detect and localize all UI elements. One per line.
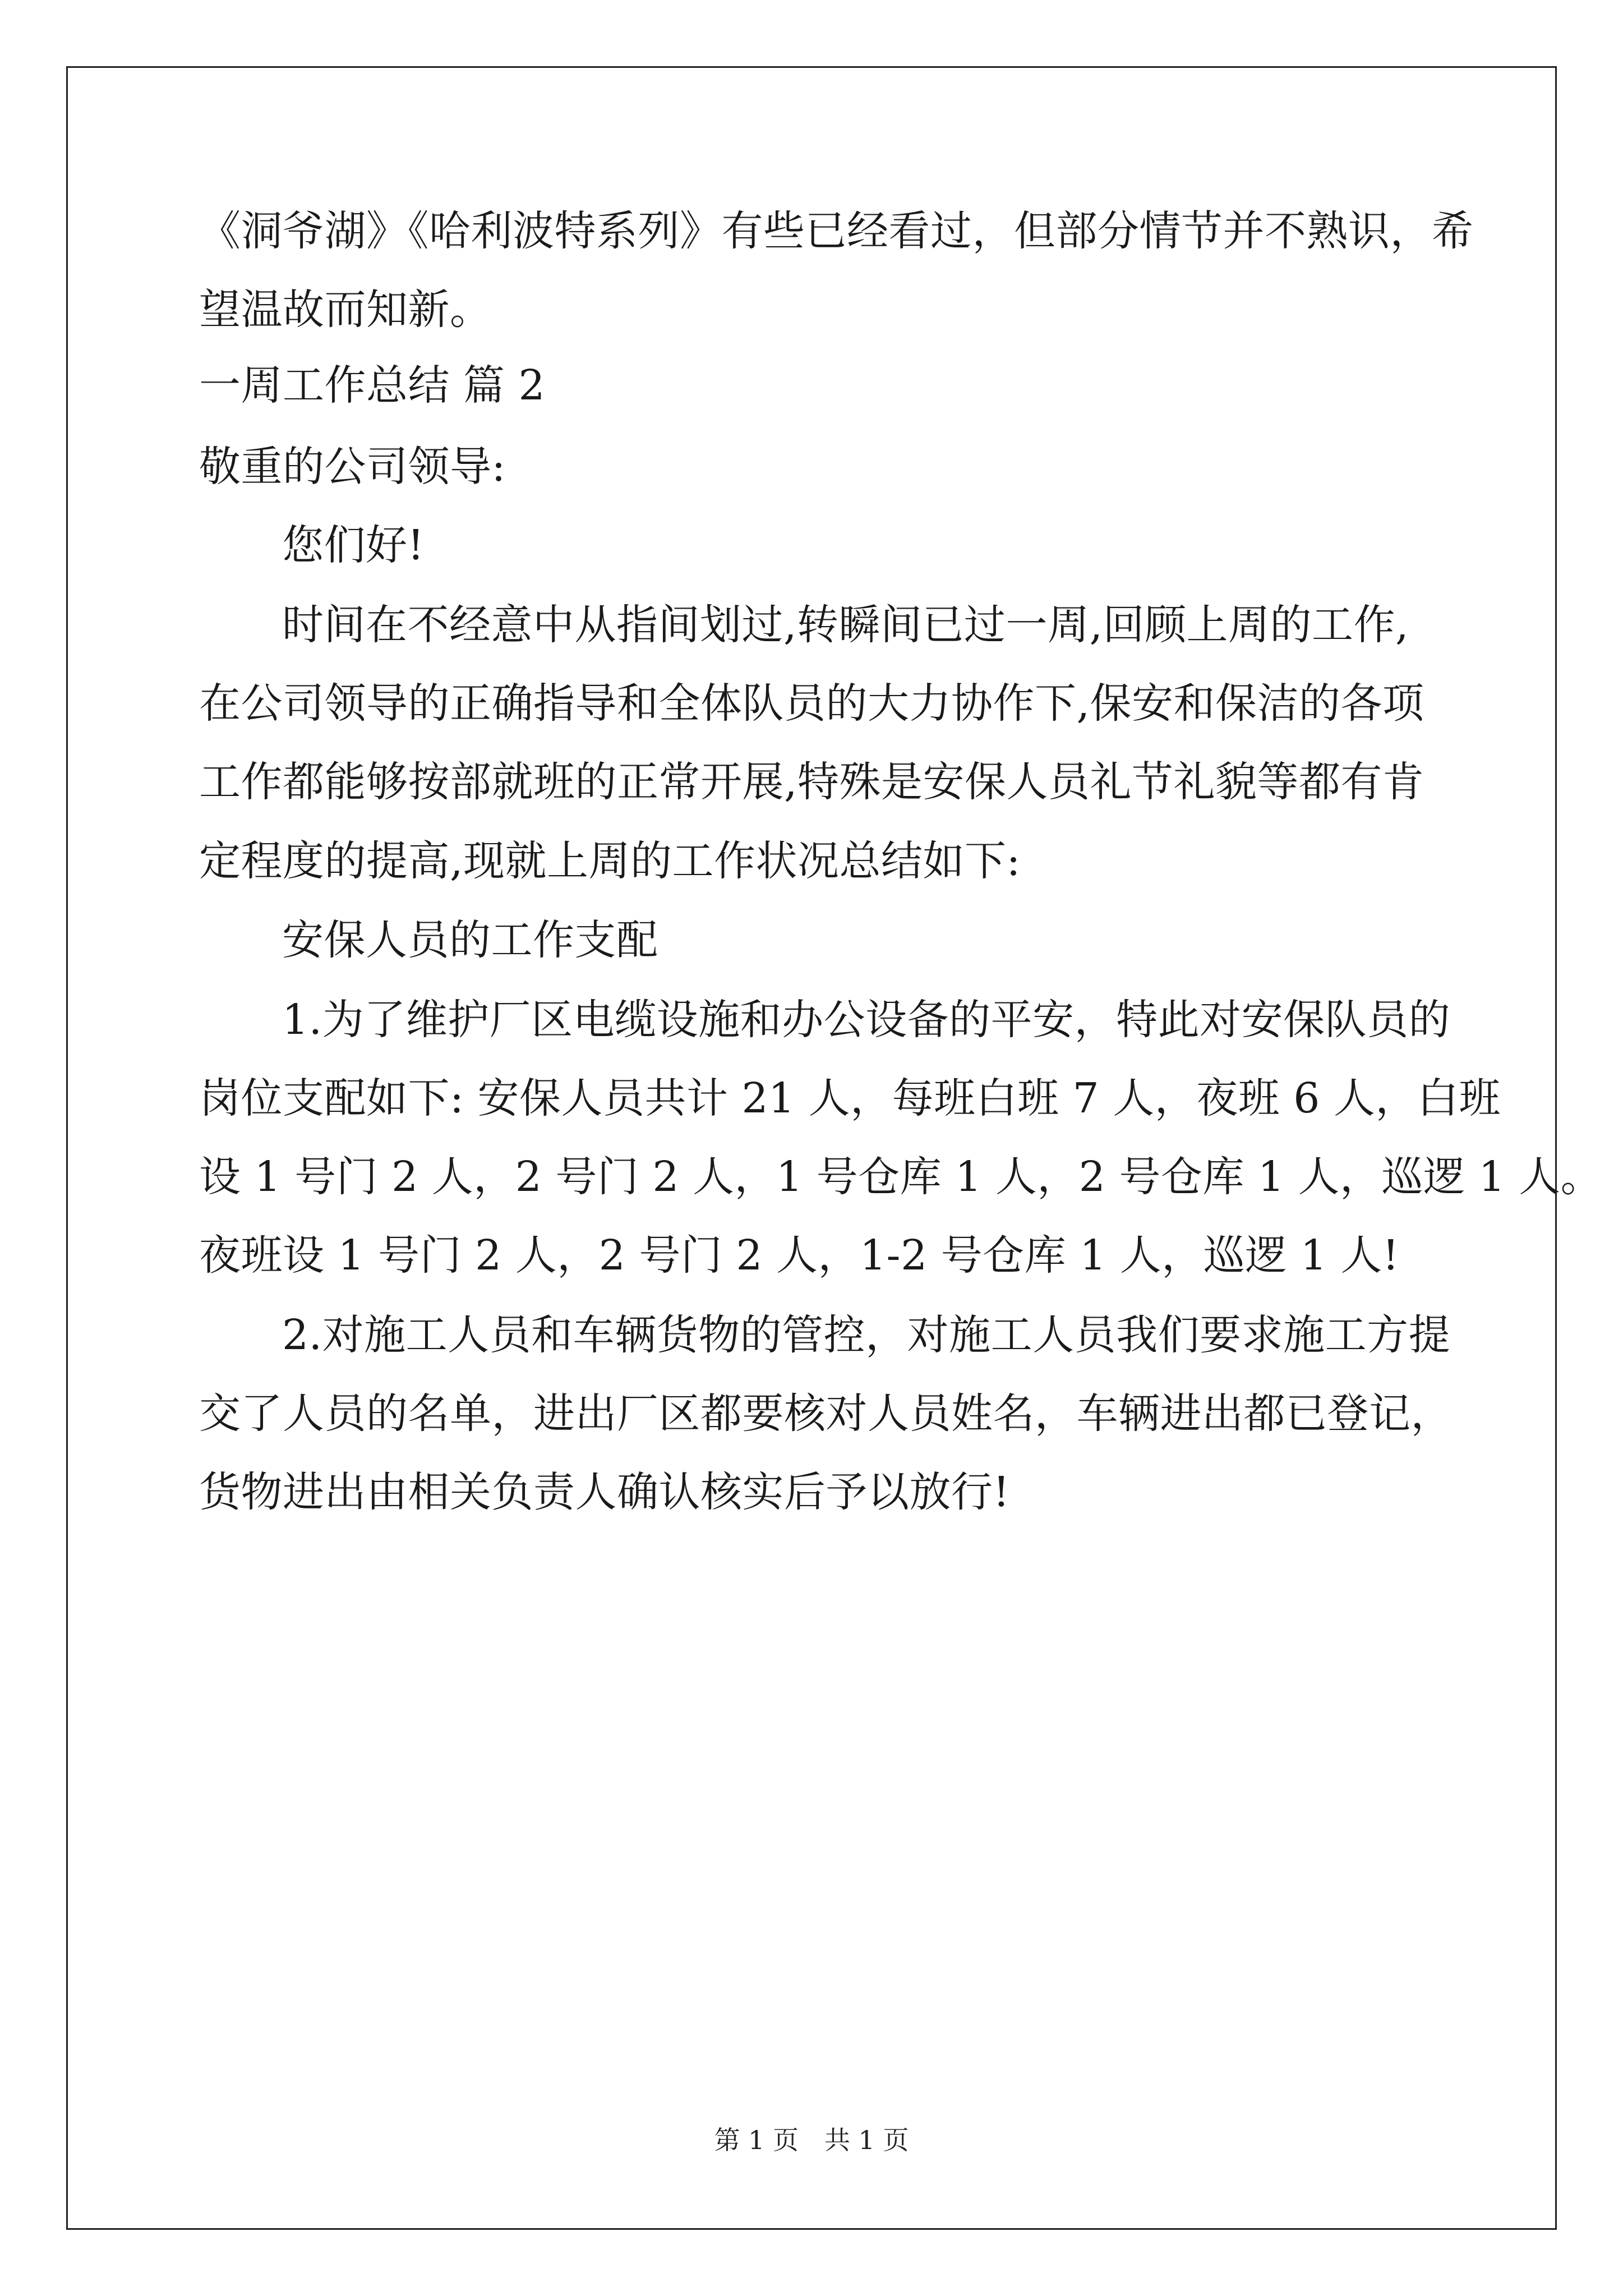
paragraph-1-line-4: 定程度的提高,现就上周的工作状况总结如下: bbox=[199, 837, 1021, 885]
text-line-1: 《洞爷湖》《哈利波特系列》有些已经看过，但部分情节并不熟识，希 bbox=[199, 207, 1474, 255]
item-2-line-2: 交了人员的名单，进出厂区都要核对人员姓名，车辆进出都已登记， bbox=[199, 1389, 1453, 1438]
subheading-security-arrangement: 安保人员的工作支配 bbox=[282, 916, 658, 964]
item-2-line-1: 2.对施工人员和车辆货物的管控，对施工人员我们要求施工方提 bbox=[282, 1311, 1451, 1359]
item-1-line-3: 设 1 号门 2 人，2 号门 2 人，1 号仓库 1 人，2 号仓库 1 人，巡逻 1 人。 bbox=[199, 1153, 1603, 1201]
section-heading: 一周工作总结 篇 2 bbox=[199, 361, 546, 409]
paragraph-1-line-1: 时间在不经意中从指间划过,转瞬间已过一周,回顾上周的工作, bbox=[282, 601, 1409, 649]
salutation: 敬重的公司领导: bbox=[199, 443, 506, 491]
greeting: 您们好! bbox=[282, 521, 425, 569]
paragraph-1-line-3: 工作都能够按部就班的正常开展,特殊是安保人员礼节礼貌等都有肯 bbox=[199, 758, 1424, 806]
item-1-line-1: 1.为了维护厂区电缆设施和办公设备的平安，特此对安保队员的 bbox=[282, 996, 1451, 1044]
text-line-2: 望温故而知新。 bbox=[199, 286, 492, 334]
item-1-line-2: 岗位支配如下: 安保人员共计 21 人，每班白班 7 人，夜班 6 人，白班 bbox=[199, 1074, 1501, 1122]
paragraph-1-line-2: 在公司领导的正确指导和全体队员的大力协作下,保安和保洁的各项 bbox=[199, 679, 1424, 728]
item-2-line-3: 货物进出由相关负责人确认核实后予以放行! bbox=[199, 1468, 1010, 1516]
item-1-line-4: 夜班设 1 号门 2 人，2 号门 2 人，1-2 号仓库 1 人，巡逻 1 人! bbox=[199, 1231, 1400, 1280]
page-footer: 第 1 页 共 1 页 bbox=[714, 2125, 909, 2155]
